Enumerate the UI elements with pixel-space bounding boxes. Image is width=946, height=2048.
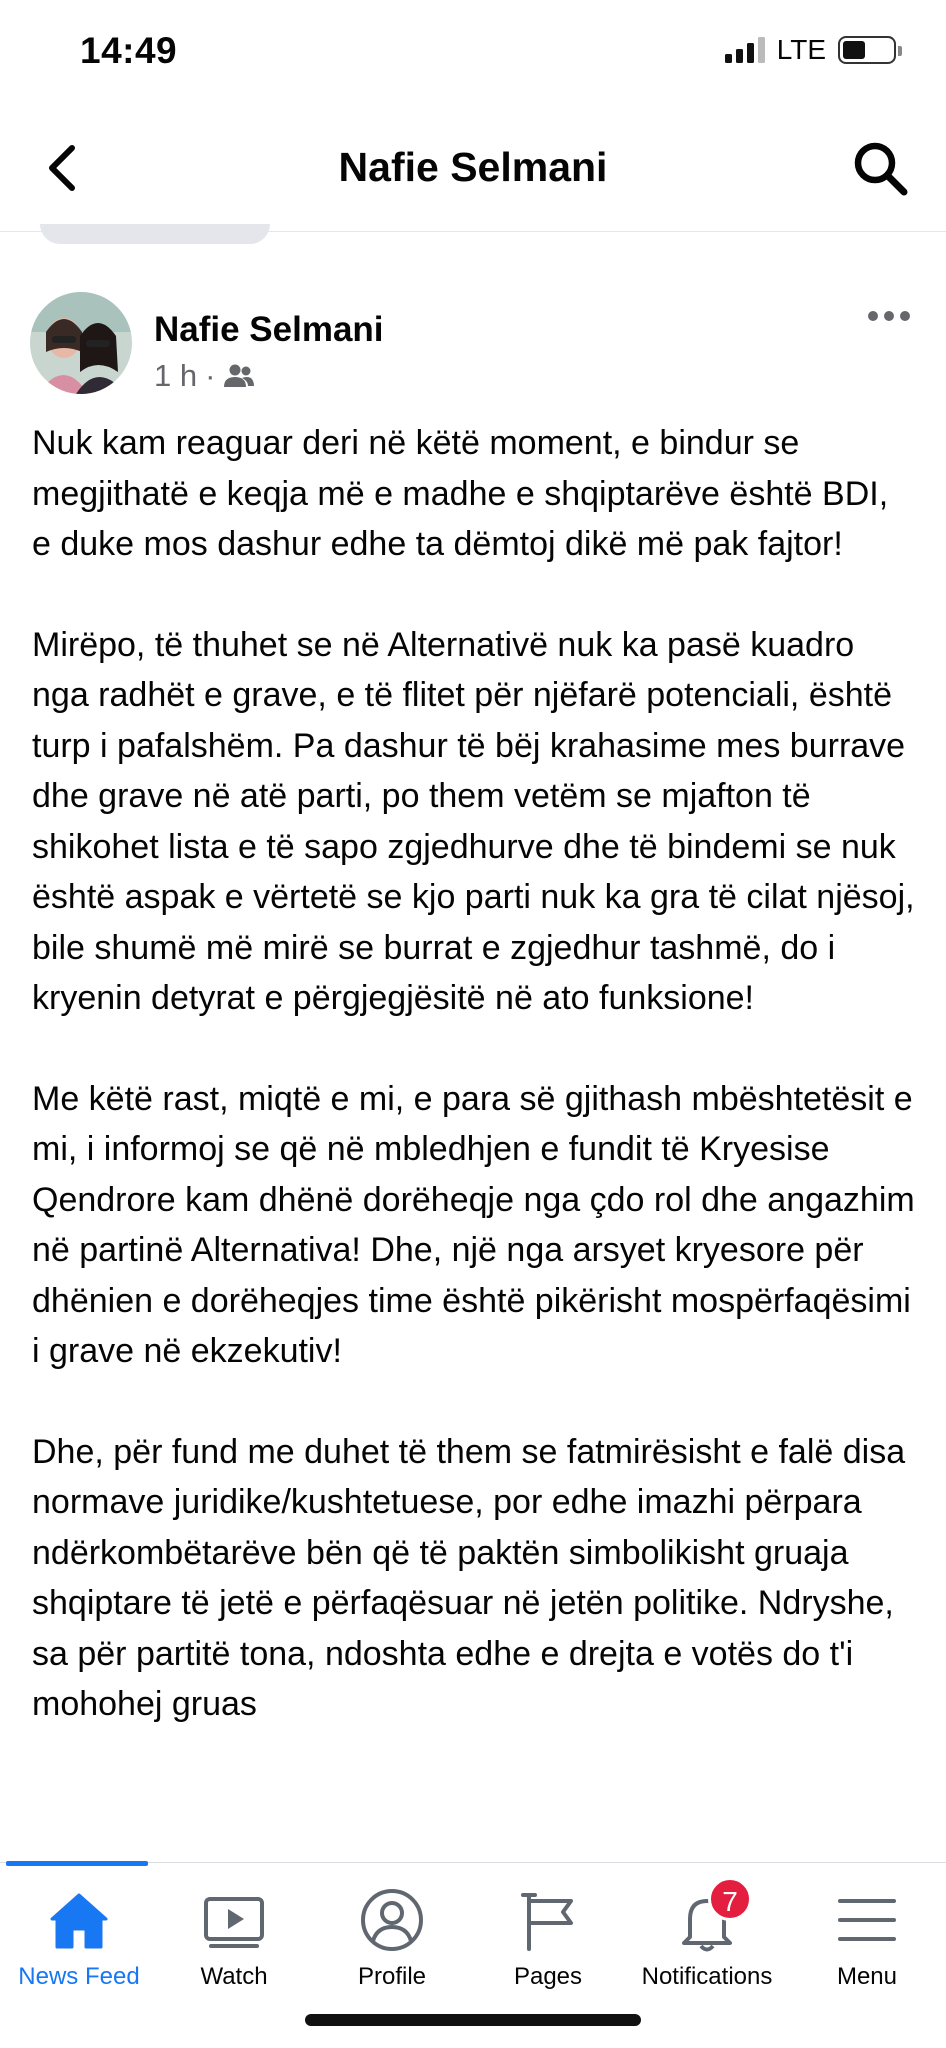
post-paragraph: Nuk kam reaguar deri në këtë moment, e bindur se megjithatë e keqja më e madhe e shqiptarëve është BDI, e duke mos dashur edhe ta dëmtoj dikë më pak fajtor! <box>32 424 889 563</box>
page-title: Nafie Selmani <box>338 144 608 190</box>
tab-notifications[interactable] <box>628 1885 786 2005</box>
tab-label: Menu <box>836 1963 898 1990</box>
search-icon <box>850 138 910 198</box>
status-time: 14:49 <box>80 30 178 71</box>
post-paragraph: Me këtë rast, miqtë e mi, e para së gjithash mbështetësit e mi, i informoj se që në mbledhjen e fundit të Kryesise Qendrore kam dhënë dorëheqje nga çdo rol dhe angazhim në partinë Alternativa! Dhe, një nga arsyet kryesore për dhënien e dorëheqjes time është pikërisht mospërfaqësimi i grave në ekzekutiv! <box>32 1079 915 1370</box>
bottom-tab-bar <box>0 1862 946 2048</box>
watch-icon <box>199 1885 269 1955</box>
flag-icon <box>513 1885 583 1955</box>
friends-icon <box>223 363 255 389</box>
signal-icon <box>725 37 765 63</box>
status-bar <box>0 0 946 104</box>
search-button[interactable] <box>850 138 910 198</box>
meta-separator: · <box>205 358 216 393</box>
tab-label: Watch <box>200 1963 268 1990</box>
tab-profile[interactable] <box>313 1885 471 2005</box>
battery-icon <box>838 36 896 64</box>
tab-label: News Feed <box>18 1963 140 1990</box>
post-paragraph: Dhe, për fund me duhet të them se fatmirësisht e falë disa normave juridike/kushtetuese, por edhe imazhi përpara ndërkombëtarëve bën që të paktën simbolikisht gruaja shqiptare të jetë e përfaqësuar në jetën politike. Ndryshe, sa për partitë tona, ndoshta edhe e drejta e votës do t'i mohohej gruas <box>32 1432 906 1723</box>
menu-icon <box>832 1885 902 1955</box>
home-indicator[interactable] <box>305 2014 641 2026</box>
author-name[interactable]: Nafie Selmani <box>154 310 384 349</box>
previous-section-edge <box>40 224 270 244</box>
tab-news-feed[interactable] <box>0 1885 158 2005</box>
post-paragraph: Mirëpo, të thuhet se në Alternativë nuk ka pasë kuadro nga radhët e grave, e të flitet për njëfarë potenciali, është turp i pafalshëm. Pa dashur të bëj krahasime mes burrave dhe grave në atë parti, po them vetëm se mjafton të shikohet lista e të sapo zgjedhurve dhe të bindemi se nuk është aspak e vërtetë se kjo parti nuk ka gra të cilat njësoj, bile shumë më mirë se burrat e zgjedhur tashmë, do i kryenin detyrat e përgjegjësitë në ato funksione! <box>32 625 915 1017</box>
network-label: LTE <box>776 34 826 65</box>
active-tab-indicator <box>6 1861 148 1866</box>
tab-pages[interactable] <box>469 1885 627 2005</box>
avatar[interactable] <box>30 292 132 394</box>
more-dots-icon <box>868 311 878 321</box>
post-body <box>32 418 916 1860</box>
tab-watch[interactable] <box>155 1885 313 2005</box>
home-icon <box>44 1885 114 1955</box>
tab-label: Pages <box>513 1963 583 1990</box>
profile-icon <box>357 1885 427 1955</box>
more-options-button[interactable] <box>868 306 916 326</box>
nav-header <box>0 104 946 232</box>
tab-menu[interactable] <box>788 1885 946 2005</box>
notification-badge: 7 <box>708 1877 752 1921</box>
tab-label: Notifications <box>641 1963 773 1990</box>
status-indicators <box>725 34 896 66</box>
post-meta <box>154 358 255 394</box>
post-header <box>30 292 916 402</box>
post-time[interactable]: 1 h <box>154 358 198 393</box>
tab-label: Profile <box>357 1963 427 1990</box>
